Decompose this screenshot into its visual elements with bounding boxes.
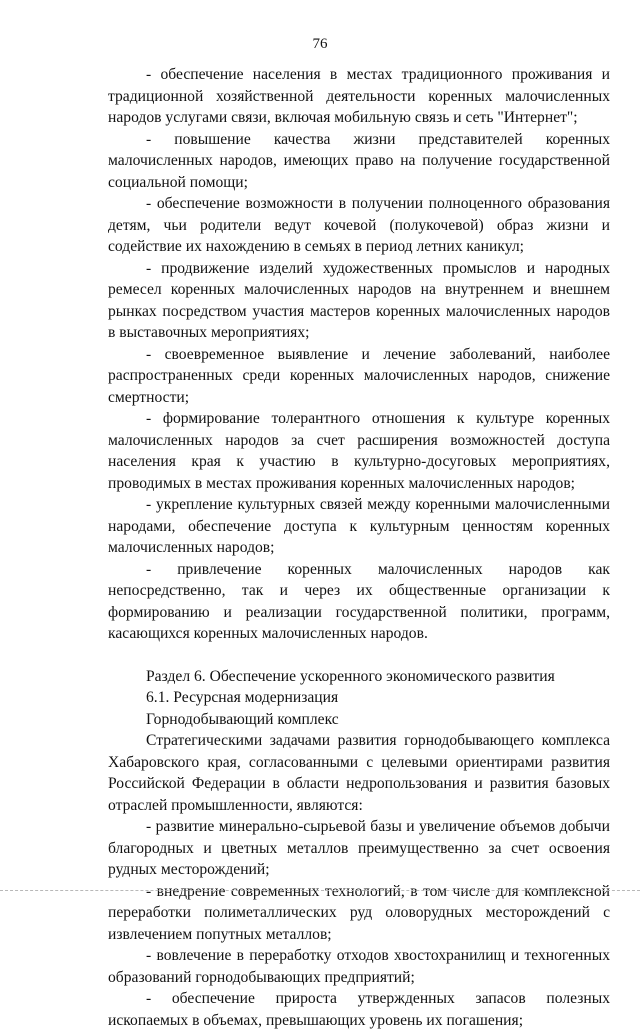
- list-item: - обеспечение населения в местах традиционного проживания и традиционной хозяйственной деятельности коренных малочисленных народов услугами связи, включая мобильную связь и сеть "Интернет";: [108, 66, 610, 126]
- lead-paragraph: Стратегическими задачами развития горнодобывающего комплекса Хабаровского края, согласованными с целевыми ориентирами развития Российской Федерации в области недропользования и развития базовых отраслей промышленности, являются:: [108, 732, 610, 814]
- list-item: - развитие минерально-сырьевой базы и увеличение объемов добычи благородных и цветных металлов преимущественно за счет освоения рудных месторождений;: [108, 818, 610, 878]
- document-body: [108, 64, 610, 1031]
- list-item: - своевременное выявление и лечение заболеваний, наиболее распространенных среди коренных малочисленных народов, снижение смертности;: [108, 345, 610, 406]
- section-title: Раздел 6. Обеспечение ускоренного экономического развития: [146, 667, 555, 685]
- page-number: 76: [312, 36, 328, 52]
- list-item: - повышение качества жизни представителей коренных малочисленных народов, имеющих право на получение государственной социальной помощи;: [108, 130, 610, 191]
- list-item: - обеспечение возможности в получении полноценного образования детям, чьи родители ведут кочевой (полукочевой) образ жизни и содействие их нахождению в семьях в период летних каникул;: [108, 195, 610, 255]
- subsection-heading: Горнодобывающий комплекс: [146, 710, 339, 728]
- list-item: - обеспечение прироста утвержденных запасов полезных ископаемых в объемах, превышающих уровень их погашения;: [108, 990, 610, 1029]
- section-gap: [108, 645, 610, 666]
- list-item: - вовлечение в переработку отходов хвостохранилищ и техногенных образований горнодобывающих предприятий;: [108, 947, 610, 986]
- list-item: - укрепление культурных связей между коренными малочисленными народами, обеспечение доступа к культурным ценностям коренных малочисленных народов;: [108, 496, 610, 556]
- list-item: - формирование толерантного отношения к культуре коренных малочисленных народов за счет расширения возможностей доступа населения края к участию в культурно-досуговых мероприятиях, проводимых в местах проживания коренных малочисленных народов;: [108, 410, 610, 492]
- list-item: - привлечение коренных малочисленных народов как непосредственно, так и через их общественные организации к формированию и реализации государственной политики, программ, касающихся коренных малочисленных народов.: [108, 560, 610, 642]
- list-item: - продвижение изделий художественных промыслов и народных ремесел коренных малочисленных народов на внутреннем и внешнем рынках посредством участия мастеров коренных малочисленных народов в выставочных мероприятиях;: [108, 259, 610, 341]
- list-item: - внедрение современных технологий, в том числе для комплексной переработки полиметаллических руд оловорудных месторождений с извлечением попутных металлов;: [108, 882, 610, 943]
- scan-edge-line: [0, 890, 640, 891]
- subsection-title: 6.1. Ресурсная модернизация: [146, 689, 339, 706]
